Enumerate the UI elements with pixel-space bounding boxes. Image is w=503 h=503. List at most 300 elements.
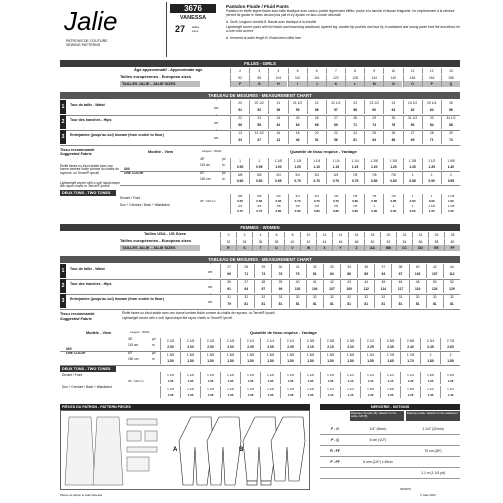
women-us-size-cell: 28 xyxy=(444,232,460,238)
girls-two-tone-width: 45" / 115 cm xyxy=(200,199,216,203)
women-front-m-cell: 1.20 xyxy=(400,378,420,384)
sizes-count: 27 xyxy=(174,24,185,34)
girls-eu-size-cell: 128 xyxy=(345,75,364,81)
girls-yardage-yd-cell: 7/8 xyxy=(364,172,383,178)
girls-jalie-size-cell: J xyxy=(307,81,326,87)
women-yardage-m-cell: 2.00 xyxy=(220,344,240,350)
women-back-yd-cell: 1 1/8 xyxy=(200,386,220,392)
women-jalie-size-cell: FF xyxy=(444,245,460,251)
women-yardage-yd-cell: 2 3/4 xyxy=(420,338,440,344)
women-yardage-m-cell: 1.50 xyxy=(240,358,260,364)
girls-yardage-yd-cell: 3/4 xyxy=(288,172,307,178)
women-us-size-cell: 18 xyxy=(364,232,380,238)
divider xyxy=(120,185,460,186)
girls-back-m-cell: 0.80 xyxy=(288,209,307,214)
girls-eu-label: Tailles européennes - European sizes xyxy=(120,74,192,79)
women-yardage-m-cell: 1.50 xyxy=(180,358,200,364)
girls-inch-cell: 23 1/2 xyxy=(364,100,383,107)
women-yardage-yd-cell: 2 5/8 xyxy=(400,338,420,344)
women-measurement-label: Tour de taille - Waist xyxy=(70,267,105,271)
women-inch-cell: 43 xyxy=(340,279,357,286)
women-two-tones-label: DEUX TONS - TWO TONES xyxy=(60,366,116,372)
women-yardage-m-cell: 2.05 xyxy=(260,344,280,350)
girls-inch-cell: 30 xyxy=(383,115,402,122)
women-front-yd-cell: 1 1/8 xyxy=(180,372,200,378)
women-yardage-m-cell: 1.55 xyxy=(360,358,380,364)
girls-back-yd-cell: 7/8 xyxy=(307,204,326,209)
girls-yardage-m-cell: 0.65 xyxy=(268,178,287,184)
girls-yardage-yd-cell: 3/4 xyxy=(307,172,326,178)
women-front-m-cell: 1.05 xyxy=(320,378,340,384)
girls-inch-cell: 26 xyxy=(441,100,460,107)
girls-yardage-m-cell: 0.80 xyxy=(364,178,383,184)
women-cm-cell: 99 xyxy=(271,286,288,293)
girls-inch-cell: 25 xyxy=(288,115,307,122)
women-one-color-en: ONE COLOR xyxy=(66,351,86,355)
girls-front-m-cell: 0.85 xyxy=(383,199,402,204)
girls-yardage-m-cell: 1.15 xyxy=(345,164,364,170)
women-back-yd-cell: 1 1/8 xyxy=(280,386,300,392)
girls-back-m-cell: 0.95 xyxy=(403,209,422,214)
girls-yardage-yd-cell: 1 xyxy=(249,158,268,164)
girls-front-m-cell: 0.70 xyxy=(307,199,326,204)
women-eu-size-cell: 54 xyxy=(396,239,412,245)
unit-inch: " xyxy=(210,263,212,267)
notions-cell xyxy=(320,468,350,479)
logo xyxy=(60,2,118,40)
women-back-yd-cell: 1 1/8 xyxy=(180,386,200,392)
women-us-size-cell: 2 xyxy=(236,232,252,238)
women-yardage-m-cell: 2.20 xyxy=(340,344,360,350)
girls-age-cell: 13 xyxy=(441,68,460,74)
women-cm-cell: 81 xyxy=(391,301,408,308)
women-yardage-m-cell: 2.60 xyxy=(440,344,460,350)
women-yardage-yd-cell: 1 5/8 xyxy=(300,352,320,358)
women-front-m-cell: 1.05 xyxy=(220,378,240,384)
women-back-yd-cell: 1 3/8 xyxy=(400,386,420,392)
women-yardage-m-cell: 2.15 xyxy=(320,344,340,350)
women-yardage-m-cell: 2.05 xyxy=(280,344,300,350)
women-inch-cell: 42 xyxy=(426,264,443,271)
women-inch-cell: 32 xyxy=(443,294,460,301)
women-inch-cell: 50 xyxy=(426,279,443,286)
girls-yardage-m-cell: 1.05 xyxy=(288,164,307,170)
girls-eu-size-cell: 110 xyxy=(288,75,307,81)
girls-yardage-yd-cell: 7/8 xyxy=(383,172,402,178)
pattern-name: VANESSA xyxy=(179,15,207,21)
women-front-m-cell: 1.05 xyxy=(260,378,280,384)
women-cm-cell: 81 xyxy=(306,301,323,308)
girls-front-yd-cell: 7/8 xyxy=(383,194,402,199)
girls-two-tones-label: DEUX TONS - TWO TONES xyxy=(60,190,116,196)
girls-cm-cell: 71 xyxy=(345,122,364,129)
girls-inch-cell: 20 xyxy=(230,100,249,107)
women-yardage-m-cell: 1.50 xyxy=(200,358,220,364)
women-eu-size-cell: 36 xyxy=(252,239,268,245)
women-back-yd-cell: 1 1/8 xyxy=(220,386,240,392)
women-jalie-size-cell: CC xyxy=(396,245,412,251)
girls-yardage-yd-cell: 1 1/4 xyxy=(345,158,364,164)
girls-eu-size-cell: 116 xyxy=(307,75,326,81)
women-jalie-size-cell: DD xyxy=(412,245,428,251)
girls-inch-cell: 28 xyxy=(422,130,441,137)
notions-cell: F - O xyxy=(320,424,350,435)
girls-front-m-cell: 0.80 xyxy=(345,199,364,204)
fabric-width-in: 60" xyxy=(128,351,133,355)
women-eu-size-cell: 38 xyxy=(268,239,284,245)
women-inch-cell: 32 xyxy=(271,294,288,301)
girls-back-m-cell: 0.95 xyxy=(383,209,402,214)
women-measurement-label: Tour des hanches - Hips xyxy=(70,282,112,286)
view-a-label: A xyxy=(173,447,178,453)
women-yardage-yd-cell: 2 1/4 xyxy=(280,338,300,344)
women-jalie-label: TAILLES JALIE - JALIE SIZES xyxy=(120,245,200,251)
women-back-yd-cell: 1 1/8 xyxy=(240,386,260,392)
women-inch-cell: 30 xyxy=(271,264,288,271)
girls-yardage-m-cell: 0.70 xyxy=(326,178,345,184)
girls-cm-cell: 66 xyxy=(307,122,326,129)
girls-front-m-cell: 0.55 xyxy=(230,199,249,204)
girls-inch-cell: 13 xyxy=(230,130,249,137)
women-yardage-yd-cell: 2 3/8 xyxy=(300,338,320,344)
women-back-label: Dos + Ceinture / Back + Waistband xyxy=(62,385,112,389)
women-cm-cell: 97 xyxy=(391,271,408,278)
notions-cell: 6 mm (1/4") x 45cm xyxy=(350,457,406,468)
pattern-number: 3676 xyxy=(170,4,216,13)
women-back-m-cell: 1.05 xyxy=(220,392,240,398)
girls-yardage-m-cell: 1.30 xyxy=(403,164,422,170)
girls-cm-cell: 74 xyxy=(441,137,460,144)
women-fabric-title-en: Suggested Fabric xyxy=(60,317,92,321)
women-yardage-m-cell: 1.50 xyxy=(160,358,180,364)
women-front-m-cell: 1.05 xyxy=(240,378,260,384)
women-yardage-yd-cell: 2 1/8 xyxy=(220,338,240,344)
girls-front-m-cell: 0.65 xyxy=(268,199,287,204)
women-yardage-m-cell: 2.00 xyxy=(160,344,180,350)
footer-text: Pièces du patron et Jalie Vanessa xyxy=(60,493,103,497)
girls-back-m-cell: 0.80 xyxy=(307,209,326,214)
women-cm-cell: 81 xyxy=(340,301,357,308)
measurement-number-badge: 1 xyxy=(60,100,66,114)
header xyxy=(58,2,464,60)
girls-inch-cell: 22 xyxy=(326,130,345,137)
women-yardage-m-cell: 1.80 xyxy=(420,358,440,364)
girls-age-cell: 7 xyxy=(326,68,345,74)
women-measurement-label: Entrejambe (jusqu'au sol) Inseam (from crotch to floor) xyxy=(70,297,164,301)
girls-eu-size-cell: 134 xyxy=(364,75,383,81)
girls-inch-cell: 20 1/2 xyxy=(249,100,268,107)
women-cm-cell: 107 xyxy=(323,286,340,293)
women-cm-cell: 102 xyxy=(289,286,306,293)
girls-jalie-size-cell: L xyxy=(345,81,364,87)
desc-en-options: A. Hemmed at ankle length B. Elasticized cuffed hem xyxy=(226,36,302,40)
girls-yardage-m-cell: 1.35 xyxy=(422,164,441,170)
women-inch-cell: 34 xyxy=(340,264,357,271)
women-cm-cell: 74 xyxy=(254,271,271,278)
women-back-yd-cell: 1 1/8 xyxy=(300,386,320,392)
women-cm-cell: 81 xyxy=(426,301,443,308)
girls-yardage-m-cell: 0.60 xyxy=(230,178,249,184)
girls-yardage-yd-cell: 1 xyxy=(403,172,422,178)
girls-front-m-cell: 0.70 xyxy=(288,199,307,204)
women-back-yd-cell: 1 3/8 xyxy=(380,386,400,392)
women-us-size-cell: 26 xyxy=(428,232,444,238)
unit-cm: cm xyxy=(214,121,219,125)
women-yardage-yd-cell: 2 1/2 xyxy=(360,338,380,344)
girls-cm-cell: 58 xyxy=(249,122,268,129)
notions-cell xyxy=(406,457,460,468)
girls-cm-cell: 62 xyxy=(403,107,422,114)
women-back-m-cell: 1.25 xyxy=(380,392,400,398)
fabric-width-in: 45" xyxy=(128,337,133,341)
women-front-m-cell: 1.15 xyxy=(380,378,400,384)
girls-front-m-cell: 0.60 xyxy=(249,199,268,204)
women-yardage-yd-cell: 1 5/8 xyxy=(180,352,200,358)
girls-inch-cell: 29 xyxy=(441,130,460,137)
women-inch-cell: 44 xyxy=(443,264,460,271)
girls-eu-size-cell: 92 xyxy=(230,75,249,81)
women-yardage-yd-cell: 1 5/8 xyxy=(240,352,260,358)
unit-cm: cm xyxy=(208,300,213,304)
women-eu-size-cell: 56 xyxy=(412,239,428,245)
women-cm-cell: 89 xyxy=(357,271,374,278)
women-inch-cell: 32 xyxy=(409,294,426,301)
women-jalie-size-cell: U xyxy=(268,245,284,251)
women-back-yd-cell: 1 1/2 xyxy=(420,386,440,392)
girls-age-cell: 3 xyxy=(249,68,268,74)
women-yardage-yd-cell: 2 3/8 xyxy=(320,338,340,344)
women-yardage-m-cell: 1.85 xyxy=(440,358,460,364)
women-inch-cell: 41 xyxy=(306,279,323,286)
unit-m: m xyxy=(222,177,225,181)
girls-inch-cell: 22 1/2 xyxy=(326,100,345,107)
women-back-m-cell: 1.25 xyxy=(400,392,420,398)
women-jalie-size-cell: AA xyxy=(364,245,380,251)
women-us-size-cell: 8 xyxy=(284,232,300,238)
women-cm-cell: 119 xyxy=(409,286,426,293)
girls-measurement-label: Tour des hanches - Hips xyxy=(70,118,112,122)
girls-cm-cell: 56 xyxy=(307,107,326,114)
women-front-m-cell: 1.10 xyxy=(340,378,360,384)
girls-yardage-yd-cell: 1 5/8 xyxy=(441,158,460,164)
women-yardage-yd-cell: 2 1/8 xyxy=(180,338,200,344)
women-yardage-m-cell: 2.15 xyxy=(300,344,320,350)
women-jalie-size-cell: W xyxy=(300,245,316,251)
back-piece-shape xyxy=(93,417,123,485)
girls-yardage-m-cell: 1.40 xyxy=(441,164,460,170)
women-two-tone-width: 45" / 115 cm xyxy=(128,379,144,383)
girls-front-m-cell: 0.85 xyxy=(364,199,383,204)
women-yardage-yd-cell: 2 xyxy=(420,352,440,358)
girls-cm-cell: 88 xyxy=(441,122,460,129)
divider xyxy=(60,309,460,310)
women-inch-cell: 28 xyxy=(237,264,254,271)
girls-inch-cell: 29 xyxy=(364,115,383,122)
women-yardage-m-cell: 1.50 xyxy=(280,358,300,364)
girls-cm-cell: 57 xyxy=(326,107,345,114)
girls-front-yd-cell: 7/8 xyxy=(364,194,383,199)
women-eu-label: Tailles européennes - European sizes xyxy=(120,238,192,243)
women-yardage-yd-cell: 1 5/8 xyxy=(320,352,340,358)
sizes-label-fr: tailles xyxy=(192,25,200,29)
girls-inch-cell: 26 xyxy=(307,115,326,122)
women-yardage-yd-cell: 1 5/8 xyxy=(280,352,300,358)
women-front-m-cell: 1.10 xyxy=(360,378,380,384)
women-fabric-text-en: Lightweight woven with a soft, liquid drape like rayon challis or Tencel® lyocell. xyxy=(122,316,233,320)
girls-yardage-yd-cell: 1 3/8 xyxy=(403,158,422,164)
girls-jalie-label: TAILLES JALIE - JALIE SIZES xyxy=(120,81,200,87)
women-model-label: Modèle - View xyxy=(86,331,112,335)
girls-cm-cell: 61 xyxy=(345,137,364,144)
girls-back-m-cell: 0.70 xyxy=(230,209,249,214)
girls-yardage-m-cell: 1.20 xyxy=(364,164,383,170)
women-front-yd-cell: 1 1/8 xyxy=(260,372,280,378)
women-cm-cell: 84 xyxy=(323,271,340,278)
notions-cell: 1/4" (6mm) xyxy=(350,424,406,435)
women-front-m-cell: 1.25 xyxy=(440,378,460,384)
women-cm-cell: 69 xyxy=(220,271,237,278)
women-us-size-cell: 4 xyxy=(252,232,268,238)
girls-front-m-cell: 1.00 xyxy=(441,199,460,204)
girls-yardage-yd-cell: 1 xyxy=(441,172,460,178)
women-front-yd-cell: 1 1/8 xyxy=(240,372,260,378)
women-inch-cell: 32 xyxy=(340,294,357,301)
women-eu-size-cell: 50 xyxy=(364,239,380,245)
girls-cm-cell: 66 xyxy=(383,137,402,144)
women-back-yd-cell: 1 1/2 xyxy=(440,386,460,392)
women-inch-cell: 46 xyxy=(391,279,408,286)
women-inch-cell: 38 xyxy=(254,279,271,286)
women-inch-cell: 32 xyxy=(374,294,391,301)
unit-yd: yd xyxy=(152,337,156,341)
women-inch-cell: 32 xyxy=(306,294,323,301)
girls-yardage-m-cell: 1.00 xyxy=(268,164,287,170)
girls-cm-cell: 61 xyxy=(268,122,287,129)
girls-cm-cell: 64 xyxy=(288,122,307,129)
women-inch-cell: 40 xyxy=(289,279,306,286)
women-yardage-title: Quantité de tissu requise - Yardage xyxy=(250,330,317,335)
women-back-yd-cell: 1 1/4 xyxy=(340,386,360,392)
girls-age-label: Âge approximatif - Approximate age xyxy=(134,67,203,72)
girls-front-yd-cell: 3/4 xyxy=(268,194,287,199)
women-back-m-cell: 1.05 xyxy=(180,392,200,398)
women-yardage-m-cell: 2.00 xyxy=(180,344,200,350)
women-us-size-cell: 14 xyxy=(332,232,348,238)
women-yardage-yd-cell: 2 xyxy=(440,352,460,358)
measurement-number-badge: 3 xyxy=(60,294,66,308)
women-inch-cell: 42 xyxy=(323,279,340,286)
women-cm-cell: 109 xyxy=(340,286,357,293)
girls-back-m-cell: 0.80 xyxy=(268,209,287,214)
girls-back-yd-cell: 1 1/8 xyxy=(441,204,460,209)
panel-piece-shape xyxy=(127,457,149,471)
women-yardage-yd-cell: 2 3/8 xyxy=(340,338,360,344)
women-cm-cell: 104 xyxy=(306,286,323,293)
front-piece-shape xyxy=(65,417,95,485)
women-fabric-text-fr: Étoffe tissée ou tricot stable avec une bonne tombée fluide comme du challis de rayonne, ou Tencel® lyocell. xyxy=(122,311,276,315)
girls-back-m-cell: 1.00 xyxy=(422,209,441,214)
fabric-width-cm: 115 cm xyxy=(128,343,139,347)
girls-eu-size-cell: 152 xyxy=(422,75,441,81)
girls-one-color-en: ONE COLOR xyxy=(124,171,144,175)
girls-inch-cell: 21 xyxy=(268,100,287,107)
girls-back-m-cell: 0.75 xyxy=(249,209,268,214)
women-cm-cell: 91 xyxy=(220,286,237,293)
girls-jalie-size-cell: P xyxy=(422,81,441,87)
girls-yardage-yd-cell: 1 1/4 xyxy=(326,158,345,164)
women-inch-cell: 33 xyxy=(323,264,340,271)
girls-cm-cell: 69 xyxy=(326,122,345,129)
women-us-label: Tailles USA - US Sizes xyxy=(144,231,187,236)
girls-cm-cell: 51 xyxy=(307,137,326,144)
notions-cell: R - FF xyxy=(320,446,350,457)
girls-front-yd-cell: 1 1/8 xyxy=(441,194,460,199)
women-jalie-size-cell: X xyxy=(316,245,332,251)
women-yardage-yd-cell: 1 7/8 xyxy=(400,352,420,358)
women-cm-cell: 81 xyxy=(443,301,460,308)
women-back-yd-cell: 1 1/4 xyxy=(320,386,340,392)
girls-inch-cell: 31 1/2 xyxy=(403,115,422,122)
women-back-m-cell: 1.05 xyxy=(300,392,320,398)
divider xyxy=(60,145,460,146)
women-cm-cell: 97 xyxy=(254,286,271,293)
unit-m: m xyxy=(152,343,155,347)
girls-yardage-m-cell: 0.95 xyxy=(249,164,268,170)
girls-measurement-label: Entrejambe (jusqu'au sol) Inseam (from crotch to floor) xyxy=(70,133,164,137)
women-cm-cell: 129 xyxy=(443,286,460,293)
girls-model-label: Modèle - View xyxy=(148,150,174,154)
women-inch-cell: 31 xyxy=(220,294,237,301)
girls-back-yd-cell: 1 xyxy=(403,204,422,209)
unit-cm: cm xyxy=(208,285,213,289)
women-inch-cell: 27 xyxy=(220,264,237,271)
women-inch-cell: 37 xyxy=(374,264,391,271)
girls-inch-cell: 27 xyxy=(326,115,345,122)
women-yardage-yd-cell: 2 1/4 xyxy=(240,338,260,344)
girls-inch-cell: 24 xyxy=(345,130,364,137)
girls-yardage-yd-cell: 1 1/8 xyxy=(268,158,287,164)
fabric-width-cm: 150 cm xyxy=(200,177,211,181)
women-front-yd-cell: 1 1/8 xyxy=(160,372,180,378)
girls-age-cell: 4 xyxy=(268,68,287,74)
women-eu-size-cell: 52 xyxy=(380,239,396,245)
girls-inch-cell: 27 xyxy=(403,130,422,137)
women-cm-cell: 81 xyxy=(254,301,271,308)
women-back-yd-cell: 1 3/8 xyxy=(360,386,380,392)
notions-col1-header: Élastique cheville (B) / Elastic for the ankle cuff (B) xyxy=(350,411,404,421)
girls-yardage-m-cell: 1.10 xyxy=(307,164,326,170)
women-back-yd-cell: 1 1/8 xyxy=(160,386,180,392)
girls-cm-cell: 33 xyxy=(230,137,249,144)
women-inch-cell: 36 xyxy=(220,279,237,286)
notions-cell: 6 cm (1/2") xyxy=(350,435,406,446)
unit-yd: yd xyxy=(152,351,156,355)
cuff-piece-shape xyxy=(127,447,157,452)
unit-m: m xyxy=(222,163,225,167)
girls-back-yd-cell: 7/8 xyxy=(326,204,345,209)
girls-yardage-m-cell: 0.70 xyxy=(307,178,326,184)
measurement-number-badge: 3 xyxy=(60,130,66,144)
women-us-size-cell: 6 xyxy=(268,232,284,238)
women-inch-cell: 39 xyxy=(271,279,288,286)
waistband-piece-shape xyxy=(127,419,157,425)
women-inch-cell: 45 xyxy=(374,279,391,286)
girls-eu-size-cell: 98 xyxy=(249,75,268,81)
girls-inch-cell: 23 xyxy=(345,100,364,107)
unit-inch: " xyxy=(210,278,212,282)
women-inch-cell: 44 xyxy=(357,279,374,286)
women-cm-cell: 81 xyxy=(237,301,254,308)
